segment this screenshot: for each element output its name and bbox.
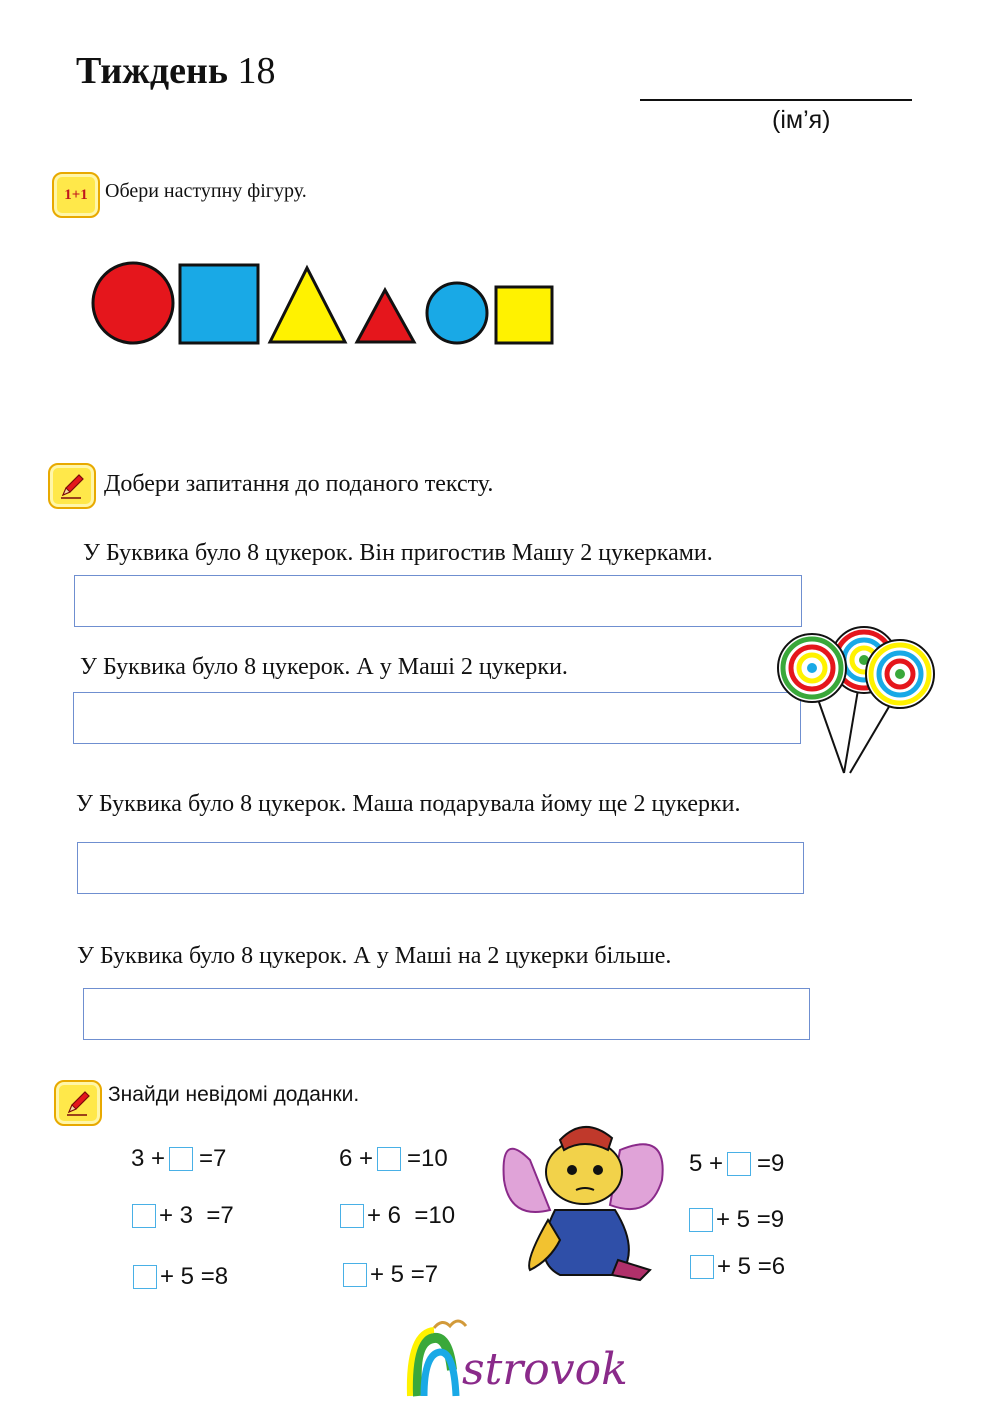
story-2: У Буквика було 8 цукерок. А у Маші 2 цукерки.: [80, 654, 568, 680]
equation-6-answer-box[interactable]: [343, 1263, 367, 1287]
story-4: У Буквика було 8 цукерок. А у Маші на 2 цукерки більше.: [77, 943, 672, 969]
story-3: У Буквика було 8 цукерок. Маша подарувала йому ще 2 цукерки.: [76, 791, 741, 817]
pencil-badge-icon: [54, 1080, 102, 1126]
page-title: [76, 52, 275, 90]
pencil-badge-icon: [48, 463, 96, 509]
equation-1-post: =7: [199, 1145, 227, 1172]
answer-box-3[interactable]: [77, 842, 804, 894]
task2-instruction: Добери запитання до поданого тексту.: [104, 471, 494, 497]
shape-blue-square: [180, 265, 258, 343]
equation-9-answer-box[interactable]: [690, 1255, 714, 1279]
equation-4: [339, 1145, 448, 1173]
answer-box-1[interactable]: [74, 575, 802, 627]
math-badge-icon: [52, 172, 100, 218]
equation-5: [340, 1202, 455, 1230]
equation-9-post: + 5 =6: [717, 1253, 786, 1280]
equation-7: [689, 1150, 784, 1178]
equation-3-answer-box[interactable]: [133, 1265, 157, 1289]
task1-instruction: Обери наступну фігуру.: [105, 180, 307, 202]
name-input-line[interactable]: [640, 99, 912, 101]
logo-text: strovok: [462, 1344, 628, 1395]
title-word: Тиждень: [76, 50, 228, 92]
equation-9: [690, 1253, 785, 1281]
equation-4-answer-box[interactable]: [377, 1147, 401, 1171]
equation-7-answer-box[interactable]: [727, 1152, 751, 1176]
answer-box-2[interactable]: [73, 692, 801, 744]
shape-red-triangle: [357, 290, 414, 342]
equation-8: [689, 1206, 784, 1234]
equation-5-answer-box[interactable]: [340, 1204, 364, 1228]
shape-blue-circle: [427, 283, 487, 343]
equation-4-pre: 6 +: [339, 1145, 374, 1172]
name-label: (ім’я): [772, 106, 831, 134]
equation-7-post: =9: [757, 1150, 785, 1177]
math-badge-text: 1+1: [64, 186, 88, 203]
equation-1: [131, 1145, 226, 1173]
week-number: 18: [237, 50, 276, 92]
shape-sequence: [80, 255, 570, 355]
shape-red-circle: [93, 263, 173, 343]
ostrovok-logo: [404, 1310, 664, 1400]
equation-3: [133, 1263, 228, 1291]
dragon-character-icon: [500, 1110, 670, 1285]
shape-yellow-square: [496, 287, 552, 343]
equation-3-post: + 5 =8: [160, 1263, 229, 1290]
equation-6: [343, 1261, 438, 1289]
equation-8-answer-box[interactable]: [689, 1208, 713, 1232]
equation-4-post: =10: [407, 1145, 448, 1172]
task3-instruction: Знайди невідомі доданки.: [108, 1083, 360, 1106]
equation-8-post: + 5 =9: [716, 1206, 785, 1233]
equation-7-pre: 5 +: [689, 1150, 724, 1177]
equation-2-post: + 3 =7: [159, 1202, 234, 1229]
equation-1-pre: 3 +: [131, 1145, 166, 1172]
equation-1-answer-box[interactable]: [169, 1147, 193, 1171]
pencil-icon: [63, 1088, 93, 1118]
equation-6-post: + 5 =7: [370, 1261, 439, 1288]
pencil-icon: [57, 471, 87, 501]
shape-yellow-triangle: [270, 268, 345, 342]
answer-box-4[interactable]: [83, 988, 810, 1040]
equation-5-post: + 6 =10: [367, 1202, 456, 1229]
equation-2-answer-box[interactable]: [132, 1204, 156, 1228]
equation-2: [132, 1202, 234, 1230]
story-1: У Буквика було 8 цукерок. Він пригостив Машу 2 цукерками.: [83, 540, 713, 566]
lollipops-icon: [772, 618, 942, 778]
